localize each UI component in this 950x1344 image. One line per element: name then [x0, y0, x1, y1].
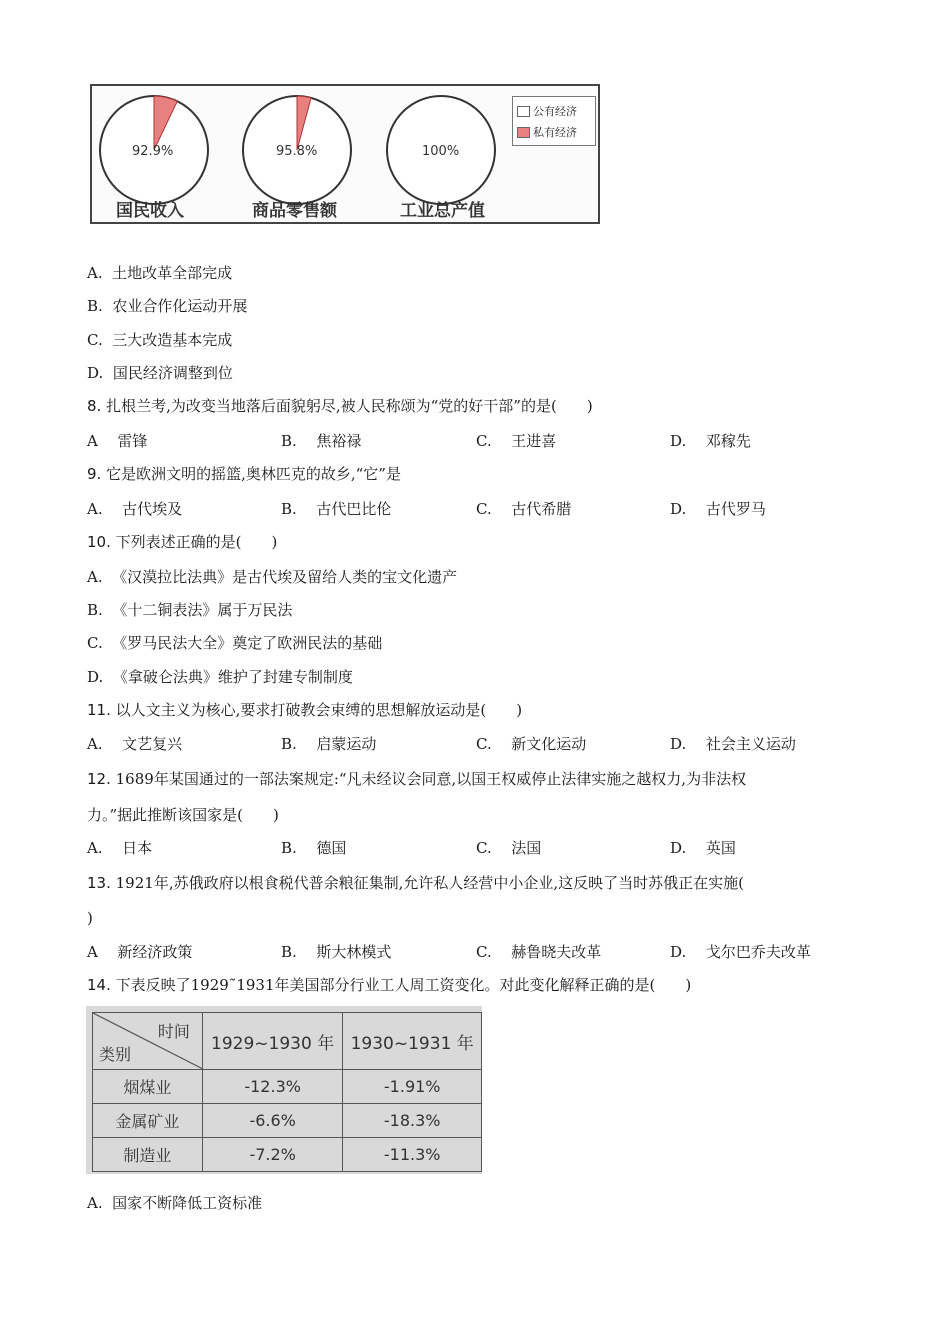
wage-change-table	[92, 1012, 482, 1172]
q14-stem	[87, 975, 691, 995]
q9-option-b[interactable]	[281, 499, 391, 519]
table-cell: -12.3%	[202, 1070, 343, 1104]
q8-option-a[interactable]	[87, 431, 147, 451]
option-key: A.	[87, 735, 103, 753]
option-text: 古代埃及	[122, 500, 183, 518]
option-key: C.	[87, 331, 103, 349]
q12-stem-line2: 力。”据此推断该国家是( )	[87, 806, 279, 824]
option-text: 英国	[705, 839, 736, 857]
legend-item-private	[517, 124, 577, 140]
option-key: C.	[476, 432, 492, 450]
option-key: C.	[87, 634, 103, 652]
pie-1-label: 国民收入	[116, 201, 184, 221]
q10-option-d[interactable]	[87, 667, 353, 687]
option-key: A.	[87, 839, 103, 857]
option-text: 斯大林模式	[316, 943, 392, 961]
q8-stem	[87, 396, 593, 416]
q14-option-a[interactable]	[87, 1193, 262, 1213]
option-text: 王进喜	[511, 432, 557, 450]
option-key: D.	[670, 432, 687, 450]
q8-option-d[interactable]	[670, 431, 751, 451]
question-number: 8.	[87, 397, 102, 415]
q11-stem	[87, 700, 522, 720]
question-text: 下列表述正确的是( )	[115, 533, 278, 551]
option-key: A.	[87, 264, 103, 282]
option-key: C.	[476, 839, 492, 857]
q13-stem-line2: )	[87, 909, 93, 927]
option-text: 《十二铜表法》属于万民法	[112, 601, 293, 619]
question-text: 它是欧洲文明的摇篮,奥林匹克的故乡,“它”是	[106, 465, 401, 483]
option-text: 新经济政策	[117, 943, 193, 961]
q8-option-b[interactable]	[281, 431, 361, 451]
option-text: 古代希腊	[511, 500, 572, 518]
table-cell: -18.3%	[343, 1104, 482, 1138]
q10-option-a[interactable]	[87, 567, 457, 587]
option-key: B.	[281, 500, 297, 518]
option-key: B.	[87, 297, 103, 315]
q12-stem-line1	[87, 769, 746, 789]
question-number: 11.	[87, 701, 111, 719]
question-number: 9.	[87, 465, 102, 483]
question-number: 10.	[87, 533, 111, 551]
option-key: C.	[476, 735, 492, 753]
legend-swatch-public	[517, 106, 530, 117]
option-text: 文艺复兴	[122, 735, 183, 753]
table-row	[93, 1104, 482, 1138]
row-category: 制造业	[93, 1138, 203, 1172]
option-text: 日本	[122, 839, 153, 857]
table-row	[93, 1070, 482, 1104]
option-text: 古代巴比伦	[316, 500, 392, 518]
q11-option-a[interactable]	[87, 734, 182, 754]
option-key: A.	[87, 568, 103, 586]
column-header: 1929~1930 年	[202, 1013, 343, 1070]
q7-option-d[interactable]	[87, 363, 233, 383]
option-text: 德国	[316, 839, 347, 857]
legend-label-public: 公有经济	[533, 105, 577, 118]
option-text: 国家不断降低工资标准	[112, 1194, 263, 1212]
q10-stem	[87, 532, 277, 552]
table-header-row	[93, 1013, 482, 1070]
option-key: D.	[670, 943, 687, 961]
pie-3-percent: 100%	[422, 144, 460, 159]
q8-option-c[interactable]	[476, 431, 556, 451]
option-text: 雷锋	[117, 432, 148, 450]
q12-option-a[interactable]	[87, 838, 152, 858]
q9-option-c[interactable]	[476, 499, 571, 519]
option-text: 赫鲁晓夫改革	[511, 943, 602, 961]
economy-structure-figure	[90, 84, 600, 224]
q12-option-b[interactable]	[281, 838, 346, 858]
option-text: 农业合作化运动开展	[112, 297, 248, 315]
table-cell: -6.6%	[202, 1104, 343, 1138]
option-text: 古代罗马	[705, 500, 766, 518]
q13-option-c[interactable]	[476, 942, 601, 962]
option-text: 《汉漠拉比法典》是古代埃及留给人类的宝文化遗产	[112, 568, 458, 586]
question-number: 12.	[87, 770, 111, 788]
option-text: 戈尔巴乔夫改革	[705, 943, 811, 961]
option-key: D.	[670, 735, 687, 753]
option-text: 土地改革全部完成	[112, 264, 233, 282]
option-key: D.	[670, 500, 687, 518]
q9-stem	[87, 464, 401, 484]
question-text: 下表反映了1929˜1931年美国部分行业工人周工资变化。对此变化解释正确的是( )	[115, 976, 692, 994]
q11-option-c[interactable]	[476, 734, 586, 754]
option-text: 《罗马民法大全》奠定了欧洲民法的基础	[112, 634, 383, 652]
question-number: 13.	[87, 874, 111, 892]
table-cell: -11.3%	[343, 1138, 482, 1172]
table-cell: -1.91%	[343, 1070, 482, 1104]
table-row	[93, 1138, 482, 1172]
option-key: A.	[87, 1194, 103, 1212]
q11-option-b[interactable]	[281, 734, 376, 754]
question-text: 扎根兰考,为改变当地落后面貌躬尽,被人民称颂为“党的好干部”的是( )	[106, 397, 593, 415]
q10-option-c[interactable]	[87, 633, 382, 653]
option-key: B.	[281, 432, 297, 450]
legend-label-private: 私有经济	[533, 126, 577, 139]
q12-option-d[interactable]	[670, 838, 736, 858]
pie-1-percent: 92.9%	[132, 144, 174, 159]
option-key: B.	[281, 839, 297, 857]
option-key: A	[87, 943, 98, 961]
q13-option-d[interactable]	[670, 942, 811, 962]
option-key: C.	[476, 500, 492, 518]
option-text: 邓稼先	[705, 432, 751, 450]
legend-swatch-private	[517, 127, 530, 138]
corner-label-category: 类别	[99, 1045, 132, 1064]
q9-option-d[interactable]	[670, 499, 766, 519]
q11-option-d[interactable]	[670, 734, 796, 754]
q12-option-c[interactable]	[476, 838, 541, 858]
table-corner-cell	[93, 1013, 203, 1070]
question-text: 以人文主义为核心,要求打破教会束缚的思想解放运动是( )	[115, 701, 523, 719]
pie-3-label: 工业总产值	[400, 201, 485, 221]
option-text: 《拿破仑法典》维护了封建专制制度	[112, 668, 353, 686]
q13-option-a[interactable]	[87, 942, 192, 962]
option-key: C.	[476, 943, 492, 961]
q7-option-b[interactable]	[87, 296, 247, 316]
q10-option-b[interactable]	[87, 600, 292, 620]
legend	[512, 96, 596, 146]
q7-option-c[interactable]	[87, 330, 232, 350]
corner-label-time: 时间	[157, 1022, 190, 1041]
option-text: 焦裕禄	[316, 432, 362, 450]
row-category: 金属矿业	[93, 1104, 203, 1138]
pie-2-label: 商品零售额	[252, 201, 337, 221]
row-category: 烟煤业	[93, 1070, 203, 1104]
pie-2-percent: 95.8%	[276, 144, 318, 159]
option-key: B.	[281, 943, 297, 961]
legend-item-public	[517, 103, 577, 119]
question-text: 1689年某国通过的一部法案规定:“凡未经议会同意,以国王权威停止法律实施之越权力,为非法权	[115, 770, 747, 788]
q7-option-a[interactable]	[87, 263, 232, 283]
option-key: A	[87, 432, 98, 450]
option-text: 法国	[511, 839, 542, 857]
column-header: 1930~1931 年	[343, 1013, 482, 1070]
option-text: 国民经济调整到位	[112, 364, 233, 382]
question-text: 1921年,苏俄政府以根食税代普余粮征集制,允许私人经营中小企业,这反映了当时苏俄正在实施(	[115, 874, 744, 892]
question-number: 14.	[87, 976, 111, 994]
option-key: B.	[281, 735, 297, 753]
q9-option-a[interactable]	[87, 499, 182, 519]
q13-stem-line1	[87, 873, 744, 893]
option-text: 三大改造基本完成	[112, 331, 233, 349]
option-text: 社会主义运动	[705, 735, 796, 753]
option-key: A.	[87, 500, 103, 518]
option-key: D.	[87, 668, 104, 686]
wage-change-table-figure	[86, 1006, 482, 1174]
option-key: B.	[87, 601, 103, 619]
option-key: D.	[670, 839, 687, 857]
option-key: D.	[87, 364, 104, 382]
option-text: 新文化运动	[511, 735, 587, 753]
option-text: 启蒙运动	[316, 735, 377, 753]
table-cell: -7.2%	[202, 1138, 343, 1172]
q13-option-b[interactable]	[281, 942, 391, 962]
